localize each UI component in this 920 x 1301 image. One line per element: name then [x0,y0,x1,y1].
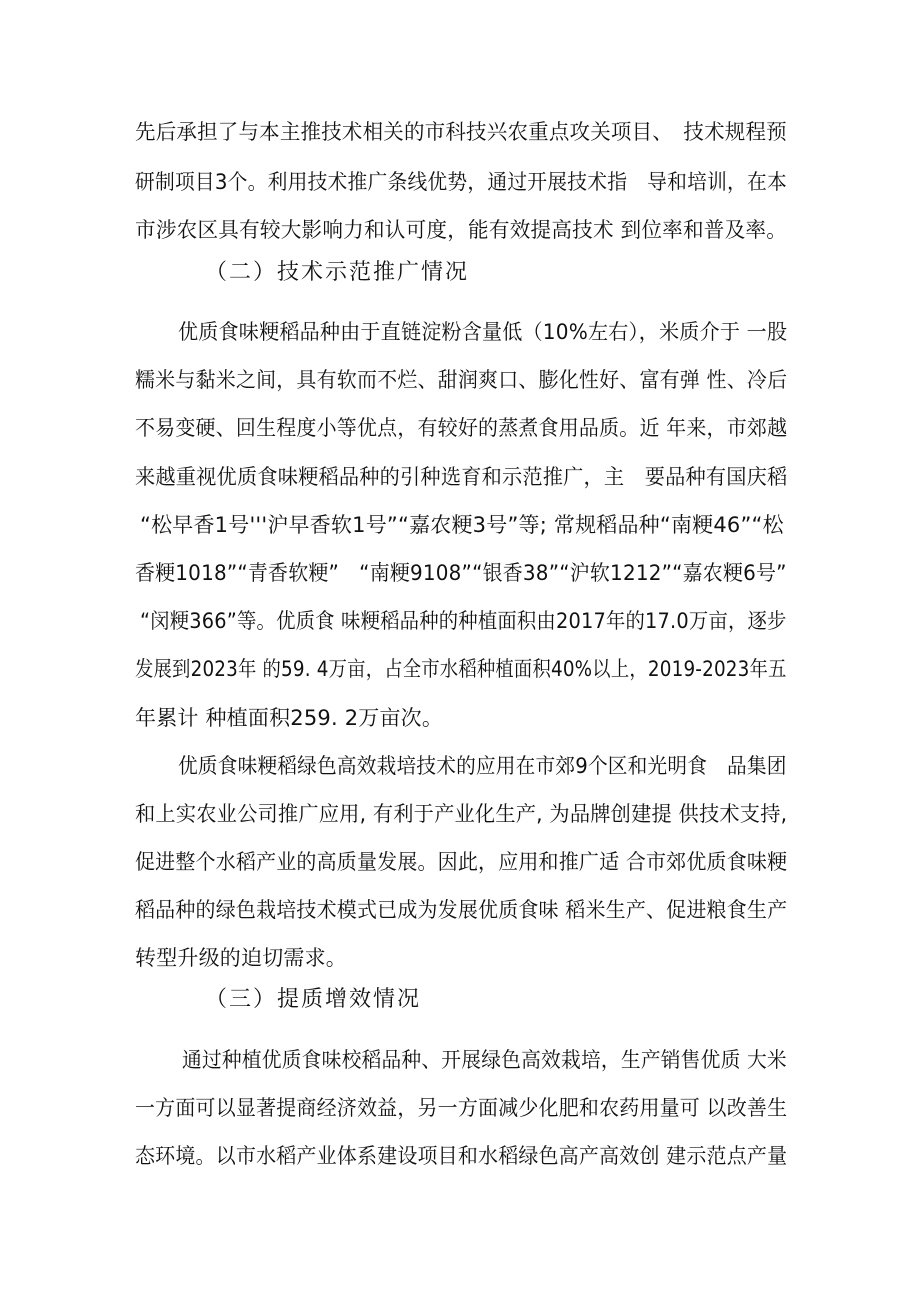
section2-para1-line: 糯米与黏米之间，具有软而不烂、甜润爽口、膨化性好、富有弹 性、冷后 [135,368,788,392]
section2-para2-line: 和上实农业公司推广应用, 有利于产业化生产, 为品牌创建提 供技术支持, [135,802,788,826]
section2-para1-line: 发展到2023年 的59. 4万亩，占全市水稻种植面积40%以上，2019-2023年五 [135,657,787,681]
section3-para1-line: 通过种植优质食味校稻品种、开展绿色高效栽培，生产销售优质 大米 [182,1048,787,1072]
section2-para2-line: 转型升级的迫切需求。 [135,946,347,970]
section2-para2-line: 优质食味粳稻绿色高效栽培技术的应用在市郊9个区和光明食 品集团 [178,754,787,778]
section3-para1-line: 一方面可以显著提商经济效益，另一方面减少化肥和农药用量可 以改善生 [135,1096,788,1120]
section2-para2-line: 促进整个水稻产业的高质量发展。因此，应用和推广适 合市郊优质食味粳 [135,850,788,874]
section2-para2-line: 稻品种的绿色栽培技术模式已成为发展优质食味 稻米生产、促进粮食生产 [135,898,788,922]
intro-line: 先后承担了与本主推技术相关的市科技兴农重点攻关项目、 技术规程预 [135,120,787,144]
section2-para1-line: 优质食味粳稻品种由于直链淀粉含量低（10%左右），米质介于 一股 [178,320,788,344]
section2-para1-line: 不易变硬、回生程度小等优点，有较好的蒸煮食用品质。近 年来，市郊越 [135,416,788,440]
intro-line: 市涉农区具有较大影响力和认可度，能有效提高技术 到位率和普及率。 [135,218,788,242]
section3-para1-line: 态环境。以市水稻产业体系建设项目和水稻绿色高产高效创 建示范点产量 [135,1144,788,1168]
section2-para1-line: 香粳1018”“青香软粳” “南粳9108”“银香38”“沪软1212”“嘉农粳6号” [135,561,787,585]
section2-para1-line: “闵粳366”等。优质食 味粳稻品种的种植面积由2017年的17.0万亩，逐步 [140,609,787,633]
section-heading-2: （二）技术示范推广情况 [205,260,470,285]
section2-para1-line: 年累计 种植面积259. 2万亩次。 [135,706,444,730]
section2-para1-line: “松早香1号'''沪早香软1号”“嘉农粳3号”等; 常规稻品种“南粳46”“松 [140,513,784,537]
section2-para1-line: 来越重视优质食味粳稻品种的引种选育和示范推广，主 要品种有国庆稻 [135,465,788,489]
section-heading-3: （三）提质增效情况 [205,987,422,1012]
intro-line: 研制项目3个。利用技术推广条线优势，通过开展技术指 导和培训，在本 [135,170,787,194]
